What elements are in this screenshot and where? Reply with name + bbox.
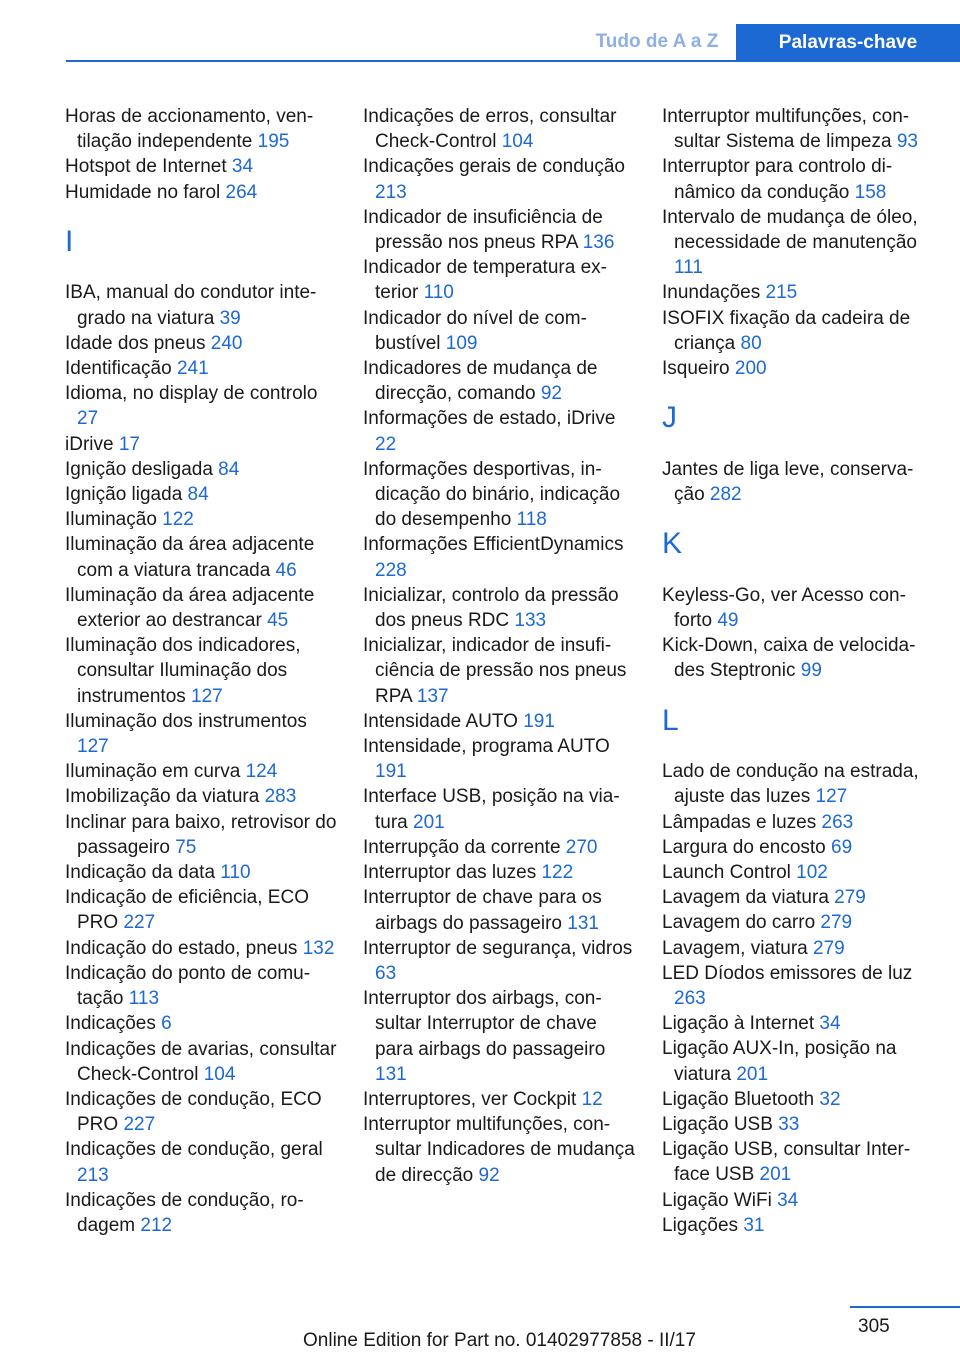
page-number: 305 [858, 1316, 890, 1337]
index-entry [662, 457, 934, 507]
index-entry-text: Indicação de eficiência, ECO PRO [65, 887, 309, 934]
page-link[interactable]: 39 [219, 307, 241, 329]
index-entry-text: Indicação do estado, pneus [65, 937, 303, 959]
index-entry-text: Imobilização da viatura [65, 786, 265, 808]
page-link[interactable]: 270 [565, 836, 598, 858]
index-entry [363, 154, 635, 204]
tab-tudo-de-a-a-z[interactable]: Tudo de A a Z [595, 31, 719, 52]
page-link[interactable]: 110 [423, 282, 454, 304]
index-entry [65, 633, 337, 709]
index-entry-text: Idade dos pneus [65, 332, 211, 354]
section-letter: K [662, 527, 683, 561]
page-link[interactable]: 127 [191, 685, 223, 707]
index-entry [363, 986, 635, 1087]
index-entry [662, 835, 934, 860]
index-entry-text: Ligação Bluetooth [662, 1088, 820, 1110]
page-link[interactable]: 92 [478, 1164, 500, 1186]
index-entry [65, 885, 337, 935]
index-entry-text: Isqueiro [662, 358, 735, 380]
index-entry [65, 1137, 337, 1187]
index-entry-text: Iluminação dos instrumentos [65, 710, 307, 732]
index-entry-text: Ignição desligada [65, 458, 219, 480]
index-entry [363, 1112, 635, 1188]
index-entry-text: Ligação USB [662, 1114, 779, 1136]
index-entry-text: Indicações de erros, consultar Check-Control [363, 106, 617, 153]
header-divider [66, 60, 960, 62]
index-entry-text: Launch Control [662, 862, 797, 884]
page-link[interactable]: 27 [77, 408, 99, 430]
index-column-3 [662, 104, 934, 1238]
index-entry [65, 331, 337, 356]
page-link[interactable]: 46 [275, 559, 297, 581]
page-link[interactable]: 283 [264, 786, 297, 808]
index-entry-text: Interruptor multifunções, consultar Indicadores de mudança de direcção [363, 1114, 635, 1186]
index-entry-text: LED Díodos emissores de luz [662, 962, 913, 984]
page-link[interactable]: 227 [123, 1114, 156, 1136]
index-entry-text: Interruptor de chave para os airbags do passageiro [363, 887, 602, 934]
page-link[interactable]: 279 [834, 887, 866, 909]
index-entry-text: Inicializar, indicador de insuficiência de pressão nos pneus RPA [363, 635, 627, 707]
index-entry [65, 457, 337, 482]
index-entry-text: Informações EfficientDynamics [363, 534, 624, 556]
index-entry-text: Ligação WiFi [662, 1189, 778, 1211]
index-entry-text: ISOFIX fixação da cadeira de criança [662, 307, 911, 354]
page-link[interactable]: 17 [118, 433, 140, 455]
index-entry [662, 910, 934, 935]
page-link[interactable]: 136 [582, 232, 615, 254]
page-link[interactable]: 33 [778, 1114, 800, 1136]
index-entry [662, 1011, 934, 1036]
index-entry-text: Lavagem do carro [662, 912, 821, 934]
page-link[interactable]: 158 [854, 181, 887, 203]
index-entry [65, 1011, 337, 1036]
page-link[interactable]: 109 [445, 332, 478, 354]
index-entry-text: Indicador de insuficiência de pressão nos pneus RPA [363, 206, 603, 254]
index-entry [65, 759, 337, 784]
index-entry-text: Intensidade AUTO [363, 710, 524, 732]
index-entry [363, 406, 635, 456]
index-entry-text: Indicações gerais de condução [363, 156, 625, 178]
index-entry-text: iDrive [65, 433, 119, 455]
index-column-2 [363, 104, 635, 1188]
page-link[interactable]: 31 [743, 1214, 765, 1236]
index-entry-text: Intensidade, programa AUTO [363, 736, 610, 758]
page-link[interactable]: 131 [567, 912, 599, 934]
index-entry [363, 734, 635, 784]
index-entry [65, 180, 337, 205]
index-entry [65, 432, 337, 457]
index-entry-text: IBA, manual do condutor integrado na viatura [65, 282, 317, 329]
index-entry [662, 936, 934, 961]
index-entry-text: Inundações [662, 282, 766, 304]
page-link[interactable]: 22 [375, 433, 397, 455]
page-link[interactable]: 241 [176, 358, 209, 380]
index-entry-text: Interruptores, ver Cockpit [363, 1088, 582, 1110]
index-entry [65, 961, 337, 1011]
index-entry [662, 104, 934, 154]
index-entry [363, 457, 635, 533]
page-link[interactable]: 279 [820, 912, 853, 934]
index-entry [65, 936, 337, 961]
index-entry [65, 381, 337, 431]
page-link[interactable]: 228 [375, 559, 407, 581]
index-entry [662, 306, 934, 356]
index-entry [65, 356, 337, 381]
index-entry [363, 885, 635, 935]
page-link[interactable]: 127 [77, 736, 109, 758]
page-link[interactable]: 6 [161, 1013, 172, 1035]
index-entry-text: Indicador de temperatura exterior [363, 257, 607, 304]
index-column-1 [65, 104, 337, 1238]
index-entry [363, 532, 635, 582]
index-entry-text: Iluminação da área adjacente exterior ao destrancar [65, 584, 315, 632]
page-link[interactable]: 213 [77, 1164, 109, 1186]
index-entry [662, 356, 934, 381]
index-entry [363, 1087, 635, 1112]
index-entry-text: Intervalo de mudança de óleo, necessidade de manutenção [662, 206, 918, 254]
page-link[interactable]: 200 [734, 358, 767, 380]
index-entry [662, 810, 934, 835]
page-link[interactable]: 191 [375, 761, 407, 783]
page-link[interactable]: 132 [302, 937, 335, 959]
index-entry-text: Informações desportivas, indicação do binário, indicação do desempenho [363, 458, 621, 531]
index-entry-text: Interruptor de segurança, vidros [363, 937, 633, 959]
index-entry-text: Ignição ligada [65, 484, 188, 506]
index-entry [662, 885, 934, 910]
index-entry-text: Largura do encosto [662, 836, 832, 858]
page-link[interactable]: 75 [175, 836, 197, 858]
index-entry-text: Indicador do nível de combustível [363, 307, 587, 354]
index-entry [65, 104, 337, 154]
index-entry-text: Informações de estado, iDrive [363, 408, 616, 430]
index-entry-text: Iluminação da área adjacente com a viatura trancada [65, 534, 315, 581]
page-link[interactable]: 34 [819, 1013, 841, 1035]
index-entry [65, 482, 337, 507]
page-link[interactable]: 282 [709, 484, 742, 506]
index-entry [65, 280, 337, 330]
page-link[interactable]: 84 [187, 484, 209, 506]
index-entry-text: Kick-Down, caixa de velocidades Steptronic [662, 635, 916, 682]
page-link[interactable]: 49 [717, 610, 739, 632]
section-letter: I [65, 224, 74, 258]
index-entry [662, 1112, 934, 1137]
index-entry [662, 1188, 934, 1213]
footer-divider [850, 1306, 960, 1308]
index-entry-text: Inicializar, controlo da pressão dos pneus RDC [363, 584, 619, 632]
index-entry-text: Indicações de avarias, consultar Check-Control [65, 1038, 337, 1085]
page-link[interactable]: 84 [218, 458, 240, 480]
index-entry [65, 810, 337, 860]
index-entry-text: Humidade no farol [65, 181, 226, 203]
page-header [0, 24, 960, 62]
index-entry [363, 784, 635, 834]
index-entry-text: Indicação do ponto de comutação [65, 962, 311, 1010]
page-link[interactable]: 227 [123, 912, 156, 934]
page-link[interactable]: 263 [674, 988, 706, 1010]
index-entry [662, 1137, 934, 1187]
page-link[interactable]: 110 [220, 862, 251, 884]
page-link[interactable]: 69 [831, 836, 853, 858]
index-entry-text: Interruptor dos airbags, consultar Interruptor de chave para airbags do passageiro [363, 988, 606, 1060]
page-link[interactable]: 122 [162, 509, 194, 531]
index-entry-text: Idioma, no display de controlo [65, 383, 318, 405]
index-entry [662, 759, 934, 809]
page-link[interactable]: 191 [523, 710, 555, 732]
index-entry [662, 860, 934, 885]
page-link[interactable]: 127 [815, 786, 848, 808]
page-link[interactable]: 118 [516, 509, 547, 531]
page-link[interactable]: 212 [140, 1214, 173, 1236]
index-entry-text: Ligação à Internet [662, 1013, 820, 1035]
page-link[interactable]: 201 [413, 811, 445, 833]
index-entry [662, 583, 934, 633]
index-entry [662, 205, 934, 281]
index-entry-text: Lavagem da viatura [662, 887, 835, 909]
page-link[interactable]: 201 [736, 1063, 769, 1085]
index-entry-text: Interrupção da corrente [363, 836, 566, 858]
index-entry-text: Interruptor para controlo dinâmico da condução [662, 156, 893, 203]
index-entry-text: Indicadores de mudança de direcção, comando [363, 358, 598, 405]
index-entry [363, 583, 635, 633]
page-link[interactable]: 34 [231, 156, 254, 178]
index-entry [363, 104, 635, 154]
index-entry-text: Jantes de liga leve, conservação [662, 458, 914, 506]
page-link[interactable]: 113 [128, 988, 160, 1010]
index-entry [65, 784, 337, 809]
page-link[interactable]: 240 [210, 332, 243, 354]
index-entry [363, 709, 635, 734]
index-entry-text: Ligação AUX-In, posição na viatura [662, 1038, 897, 1085]
index-entry [65, 507, 337, 532]
page-link[interactable]: 124 [245, 761, 278, 783]
index-entry [363, 255, 635, 305]
page-link[interactable]: 111 [674, 257, 703, 279]
section-letter: L [662, 703, 679, 737]
index-entry-text: Lavagem, viatura [662, 937, 814, 959]
page-link[interactable]: 34 [777, 1189, 799, 1211]
index-entry-text: Interface USB, posição na viatura [363, 786, 620, 833]
tab-palavras-chave[interactable]: Palavras-chave [736, 24, 960, 62]
page-link[interactable]: 195 [257, 131, 290, 153]
index-entry [65, 1188, 337, 1238]
index-entry [65, 154, 337, 179]
page-link[interactable]: 45 [267, 610, 289, 632]
index-entry [363, 633, 635, 709]
index-entry [662, 1036, 934, 1086]
index-entry-text: Identificação [65, 358, 177, 380]
page-link[interactable]: 93 [896, 131, 918, 153]
index-entry-text: Indicação da data [65, 862, 221, 884]
index-entry [363, 860, 635, 885]
page-link[interactable]: 201 [759, 1164, 792, 1186]
index-entry-text: Indicações de condução, rodagem [65, 1189, 304, 1236]
index-entry [662, 961, 934, 1011]
index-entry [662, 154, 934, 204]
page-link[interactable]: 80 [740, 332, 762, 354]
page-link[interactable]: 12 [581, 1088, 603, 1110]
page-link[interactable]: 263 [821, 811, 854, 833]
index-entry-text: Iluminação dos indicadores, consultar Iluminação dos instrumentos [65, 635, 301, 707]
index-entry-text: Hotspot de Internet [65, 156, 232, 178]
index-entry-text: Ligações [662, 1214, 744, 1236]
page-link[interactable]: 213 [375, 181, 407, 203]
index-entry-text: Keyless-Go, ver Acesso conforto [662, 584, 906, 632]
page-link[interactable]: 137 [416, 685, 449, 707]
page-link[interactable]: 133 [514, 610, 547, 632]
index-entry-text: Iluminação em curva [65, 761, 246, 783]
page-link[interactable]: 131 [375, 1063, 407, 1085]
index-entry-text: Iluminação [65, 509, 163, 531]
edition-footer: Online Edition for Part no. 01402977858 - II/17 [303, 1330, 696, 1351]
page-link[interactable]: 63 [375, 962, 397, 984]
index-entry-text: Inclinar para baixo, retrovisor do passageiro [65, 811, 337, 858]
page-link[interactable]: 102 [796, 862, 828, 884]
index-entry [65, 709, 337, 759]
index-entry-text: Ligação USB, consultar Interface USB [662, 1139, 911, 1186]
page-link[interactable]: 104 [501, 131, 534, 153]
page-link[interactable]: 122 [541, 862, 574, 884]
index-entry-text: Interruptor das luzes [363, 862, 542, 884]
section-letter: J [662, 401, 677, 435]
index-entry [363, 936, 635, 986]
page-link[interactable]: 264 [225, 181, 258, 203]
index-entry [65, 1087, 337, 1137]
page-link[interactable]: 92 [540, 383, 562, 405]
page-link[interactable]: 215 [765, 282, 798, 304]
page-link[interactable]: 104 [203, 1063, 236, 1085]
index-entry [363, 356, 635, 406]
index-entry [662, 280, 934, 305]
index-entry-text: Lado de condução na estrada, ajuste das luzes [662, 761, 919, 808]
index-entry [363, 306, 635, 356]
index-entry [662, 1087, 934, 1112]
index-entry [662, 1213, 934, 1238]
index-entry-text: Indicações de condução, ECO PRO [65, 1088, 322, 1136]
index-entry-text: Horas de accionamento, ventilação independente [65, 106, 314, 153]
page-link[interactable]: 279 [813, 937, 845, 959]
page-link[interactable]: 99 [800, 660, 822, 682]
index-entry [65, 583, 337, 633]
index-entry [65, 532, 337, 582]
index-entry-text: Lâmpadas e luzes [662, 811, 822, 833]
index-entry [363, 835, 635, 860]
index-entry [65, 860, 337, 885]
index-entry-text: Indicações [65, 1013, 162, 1035]
index-entry-text: Indicações de condução, geral [65, 1139, 323, 1161]
index-entry [363, 205, 635, 255]
index-entry [65, 1037, 337, 1087]
page-link[interactable]: 32 [819, 1088, 841, 1110]
index-entry [662, 633, 934, 683]
index-entry-text: Interruptor multifunções, consultar Sistema de limpeza [662, 106, 910, 153]
